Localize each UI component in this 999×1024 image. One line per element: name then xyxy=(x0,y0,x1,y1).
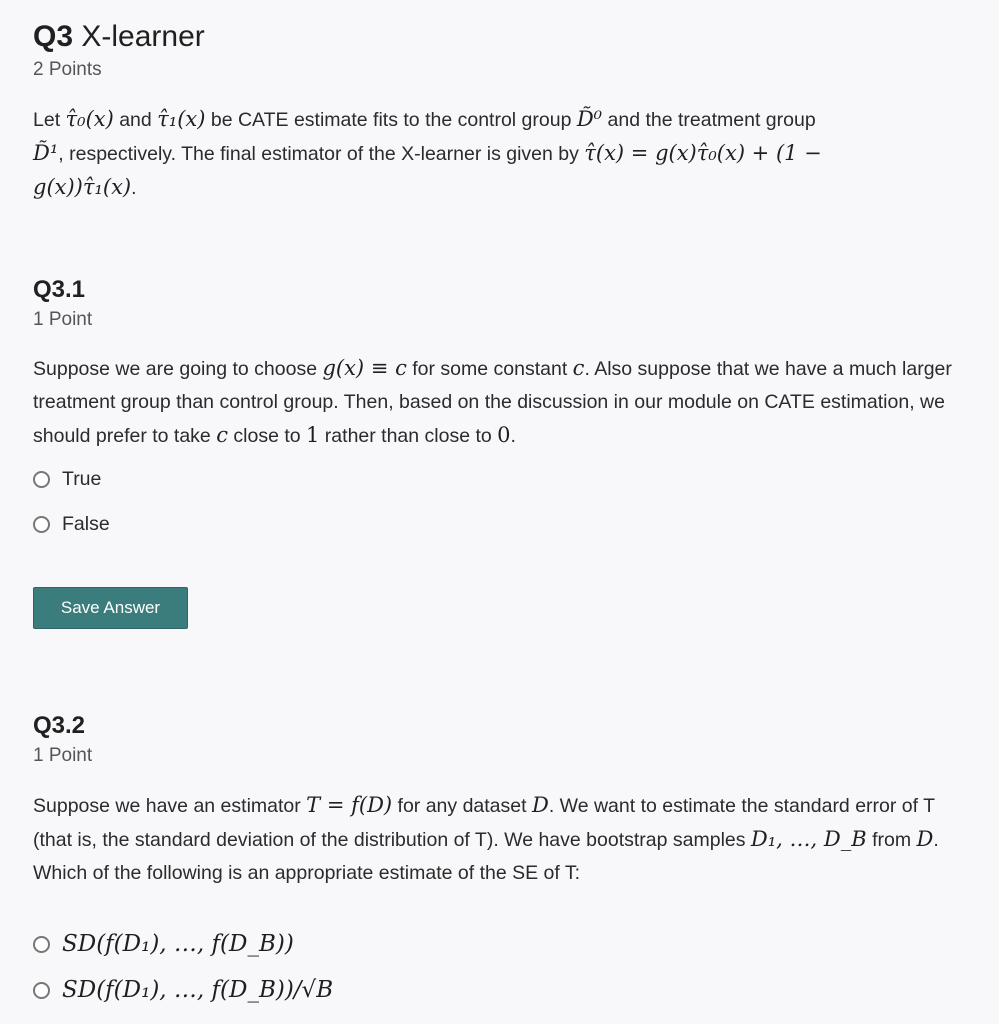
radio-button[interactable] xyxy=(33,471,50,488)
question-title xyxy=(33,20,205,54)
subquestion-text: Suppose we are going to choose g(x) ≡ c for some constant c. Also suppose that we have a much larger treatment group than control group. Then, based on the discussion in our module on CATE estimation, we should prefer to take c close to 1 rather than close to 0. xyxy=(33,356,952,447)
subquestion-points: 1 Point xyxy=(33,745,93,766)
math-expression: 1 xyxy=(306,423,320,447)
subquestion-title: Q3.1 xyxy=(33,276,86,303)
option-label: SD(f(D₁), …, f(D_B)) xyxy=(62,931,294,957)
radio-button[interactable] xyxy=(33,516,50,533)
radio-button[interactable] xyxy=(33,936,50,953)
math-expression: 0 xyxy=(497,423,511,447)
math-expression: T = f(D) xyxy=(306,793,393,817)
option-false[interactable] xyxy=(33,513,110,536)
option-true[interactable] xyxy=(33,468,101,491)
math-expression: D xyxy=(531,793,549,817)
math-expression: D̃⁰ xyxy=(576,107,603,131)
math-expression: τ̂(x) = g(x)τ̂₀(x) + (1 − xyxy=(584,141,822,165)
math-expression: g(x))τ̂₁(x) xyxy=(33,175,132,199)
math-expression: D₁, …, D_B xyxy=(750,827,867,851)
question-number: Q3 xyxy=(33,20,74,53)
save-answer-button[interactable]: Save Answer xyxy=(33,587,188,629)
option-label: True xyxy=(62,468,102,490)
math-expression: g(x) ≡ c xyxy=(322,356,407,380)
math-expression: τ̂₁(x) xyxy=(157,107,206,131)
subquestion-text: Suppose we have an estimator T = f(D) for any dataset D. We want to estimate the standard error of T (that is, the standard deviation of the distribution of T). We have bootstrap samples D₁, …, D_B from D. Which of the following is an appropriate estimate of the SE of T: xyxy=(33,793,939,884)
question-points: 2 Points xyxy=(33,59,102,80)
option-label: False xyxy=(62,513,110,535)
radio-button[interactable] xyxy=(33,982,50,999)
subquestion-title: Q3.2 xyxy=(33,712,86,739)
option-label: SD(f(D₁), …, f(D_B))/√B xyxy=(62,977,334,1003)
math-expression: c xyxy=(572,356,585,380)
option-sd-over-sqrt-b[interactable] xyxy=(33,977,333,1003)
subquestion-points: 1 Point xyxy=(33,309,93,330)
math-expression: D xyxy=(916,827,934,851)
option-sd[interactable] xyxy=(33,931,294,957)
question-text: Let τ̂₀(x) and τ̂₁(x) be CATE estimate fits to the control group D̃⁰ and the treatment group D̃¹, respectively. The final estimator of the X-learner is given by τ̂(x) = g(x)τ̂₀(x) + (1 − g(x))τ̂₁(x). xyxy=(33,107,822,199)
math-expression: c xyxy=(216,423,228,447)
question-name: X-learner xyxy=(81,20,205,53)
math-expression: D̃¹ xyxy=(33,141,59,165)
math-expression: τ̂₀(x) xyxy=(65,107,114,131)
